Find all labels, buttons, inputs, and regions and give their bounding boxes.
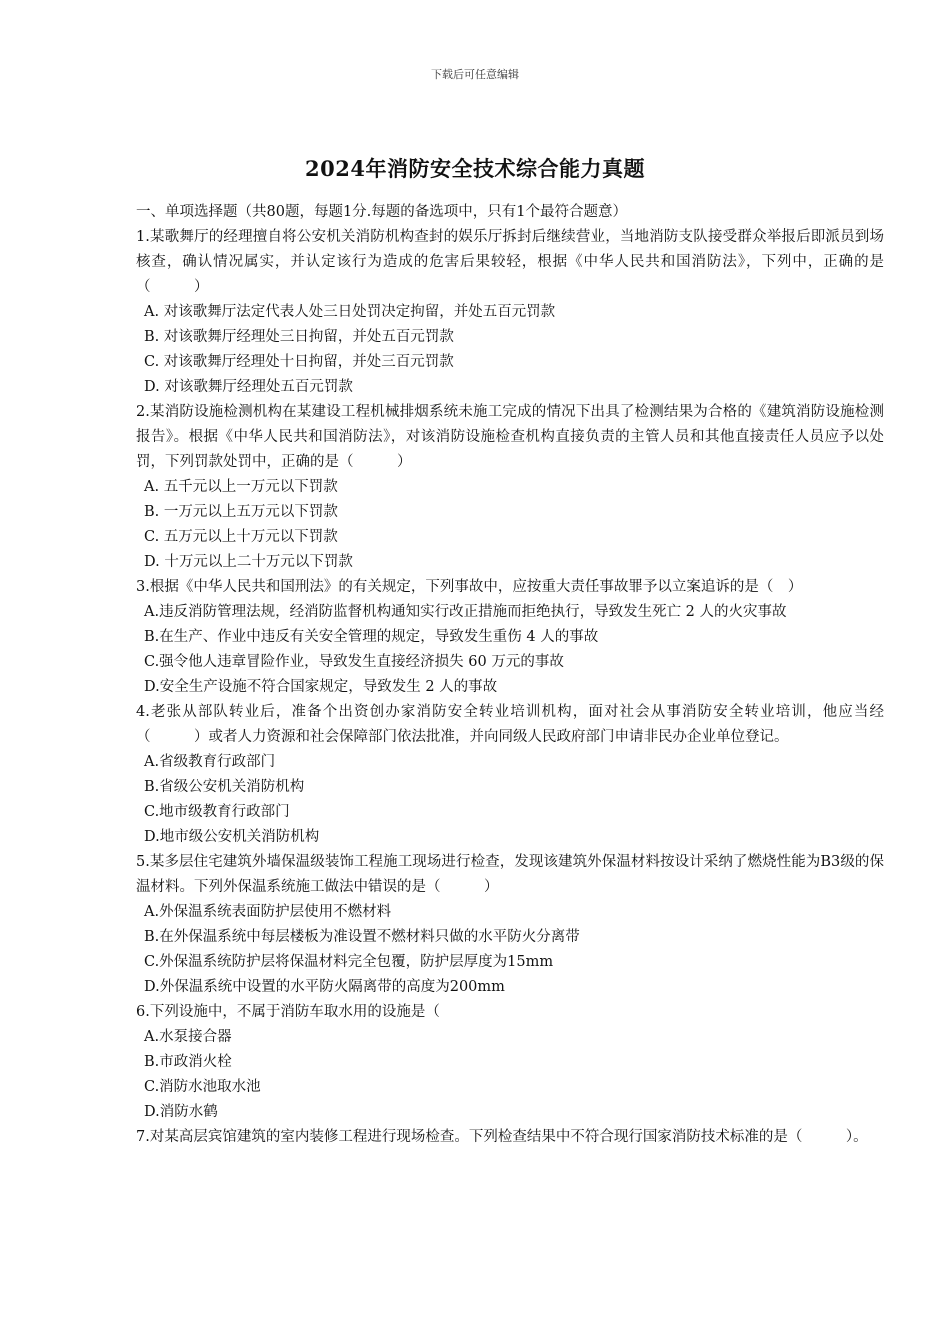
option-c: C.强令他人违章冒险作业，导致发生直接经济损失 60 万元的事故 <box>144 654 564 670</box>
option-b: B. 对该歌舞厅经理处三日拘留，并处五百元罚款 <box>144 329 454 345</box>
option-b: B. 一万元以上五万元以下罚款 <box>144 504 338 520</box>
option-d: D.外保温系统中设置的水平防火隔离带的高度为200mm <box>144 979 505 995</box>
option-a: A.外保温系统表面防护层使用不燃材料 <box>144 904 392 920</box>
document-body <box>136 200 884 1150</box>
option-c: C. 五万元以上十万元以下罚款 <box>144 529 338 545</box>
option-b: B.省级公安机关消防机构 <box>144 779 305 795</box>
option-d: D.安全生产设施不符合国家规定，导致发生 2 人的事故 <box>144 679 498 695</box>
question-stem: 3.根据《中华人民共和国刑法》的有关规定，下列事故中，应按重大责任事故罪予以立案追诉的是（ ） <box>136 579 803 595</box>
option-a: A.水泵接合器 <box>144 1029 232 1045</box>
option-d: D.地市级公安机关消防机构 <box>144 829 320 845</box>
question-stem: 5.某多层住宅建筑外墙保温级装饰工程施工现场进行检查，发现该建筑外保温材料按设计采纳了燃烧性能为B3级的保温材料。下列外保温系统施工做法中错误的是（ ） <box>136 854 884 895</box>
option-d: D. 对该歌舞厅经理处五百元罚款 <box>144 379 353 395</box>
question-3 <box>136 575 884 700</box>
question-stem: 4.老张从部队转业后，准备个出资创办家消防安全转业培训机构，面对社会从事消防安全转业培训，他应当经（ ）或者人力资源和社会保障部门依法批准，并向同级人民政府部门申请非民办企业单位登记。 <box>136 704 884 745</box>
option-c: C.地市级教育行政部门 <box>144 804 290 820</box>
option-c: C. 对该歌舞厅经理处十日拘留，并处三百元罚款 <box>144 354 454 370</box>
question-stem: 1.某歌舞厅的经理擅自将公安机关消防机构查封的娱乐厅拆封后继续营业，当地消防支队接受群众举报后即派员到场核查，确认情况属实，并认定该行为造成的危害后果较轻，根据《中华人民共和国消防法》，下列中，正确的是（ ） <box>136 229 884 295</box>
header-note: 下载后可任意编辑 <box>431 68 519 81</box>
option-d: D.消防水鹤 <box>144 1104 218 1120</box>
question-stem: 2.某消防设施检测机构在某建设工程机械排烟系统未施工完成的情况下出具了检测结果为合格的《建筑消防设施检测报告》。根据《中华人民共和国消防法》，对该消防设施检查机构直接负责的主管人员和其他直接责任人员应予以处罚，下列罚款处罚中，正确的是（ ） <box>136 404 884 470</box>
option-c: C.外保温系统防护层将保温材料完全包覆，防护层厚度为15mm <box>144 954 554 970</box>
option-a: A. 对该歌舞厅法定代表人处三日处罚决定拘留，并处五百元罚款 <box>144 304 556 320</box>
question-5 <box>136 850 884 1000</box>
section-heading: 一、单项选择题（共80题，每题1分.每题的备选项中，只有1个最符合题意） <box>136 204 628 220</box>
question-stem: 7.对某高层宾馆建筑的室内装修工程进行现场检查。下列检查结果中不符合现行国家消防技术标准的是（ ）。 <box>136 1129 868 1145</box>
option-a: A. 五千元以上一万元以下罚款 <box>144 479 338 495</box>
question-2 <box>136 400 884 575</box>
question-4 <box>136 700 884 850</box>
option-a: A.省级教育行政部门 <box>144 754 276 770</box>
option-b: B.在生产、作业中违反有关安全管理的规定，导致发生重伤 4 人的事故 <box>144 629 599 645</box>
option-a: A.违反消防管理法规，经消防监督机构通知实行改正措施而拒绝执行，导致发生死亡 2 人的火灾事故 <box>144 604 787 620</box>
option-b: B.市政消火栓 <box>144 1054 232 1070</box>
option-c: C.消防水池取水池 <box>144 1079 261 1095</box>
question-stem: 6.下列设施中，不属于消防车取水用的设施是（ <box>136 1004 440 1020</box>
document-title: 2024年消防安全技术综合能力真题 <box>305 156 645 181</box>
option-b: B.在外保温系统中每层楼板为准设置不燃材料只做的水平防火分离带 <box>144 929 580 945</box>
option-d: D. 十万元以上二十万元以下罚款 <box>144 554 353 570</box>
question-6 <box>136 1000 884 1125</box>
question-7 <box>136 1125 884 1150</box>
question-1 <box>136 225 884 400</box>
